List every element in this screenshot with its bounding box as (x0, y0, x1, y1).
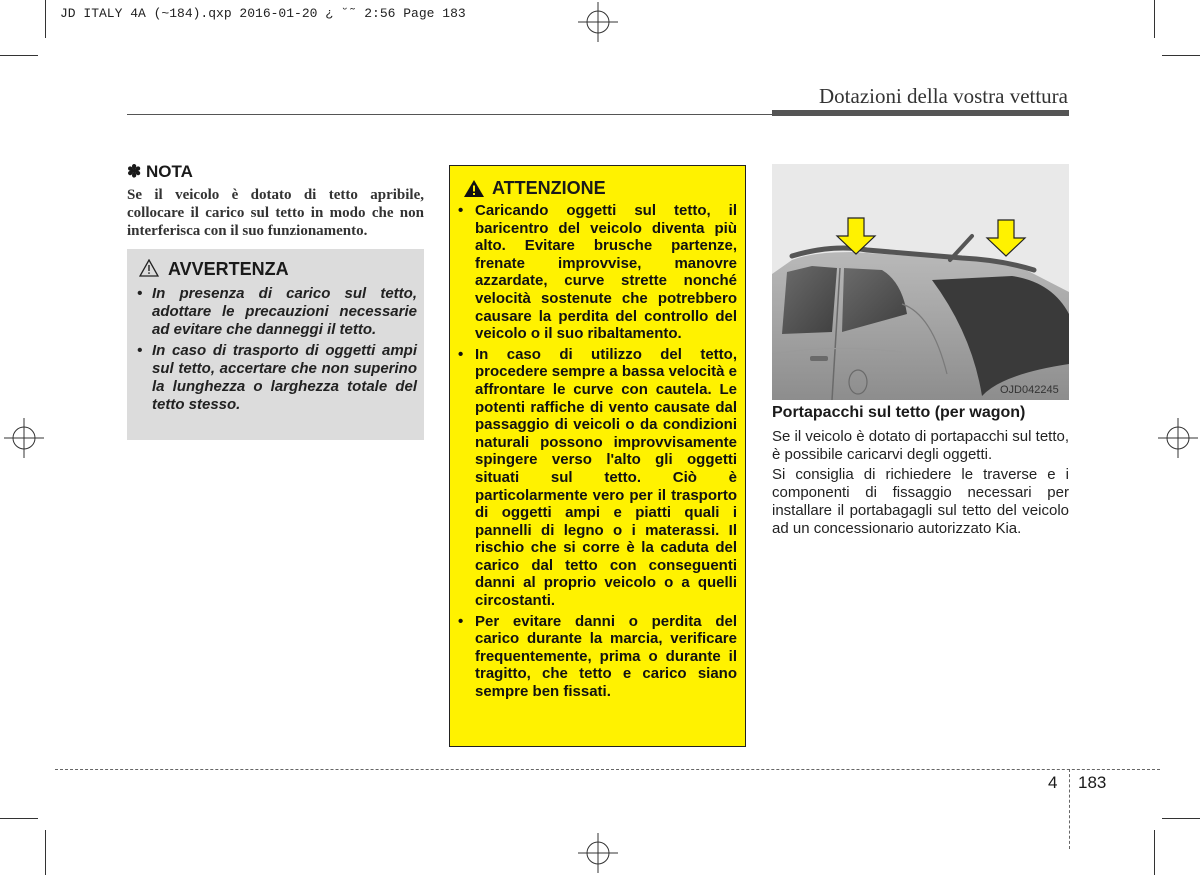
avvertenza-item-text: In caso di trasporto di oggetti ampi sul tetto, accertare che non superino la lunghezza o larghezza totale del tetto stesso. (152, 342, 417, 413)
bullet-icon: • (458, 612, 464, 630)
bullet-icon: • (137, 285, 143, 302)
attenzione-item-text: Caricando oggetti sul tetto, il baricentro del veicolo diventa più alto. Evitare brusche partenze, frenate improvvise, manovre azzardate, curve strette nonché velocità sostenute che potrebbero causare la perdita del controllo del veicolo o il suo ribaltamento. (475, 202, 737, 343)
paragraph: Si consiglia di richiedere le traverse e i componenti di fissaggio necessari per installare il portabagagli sul tetto del veicolo ad un concessionario autorizzato Kia. (772, 466, 1069, 537)
crop-mark (45, 830, 46, 875)
bullet-icon: • (137, 342, 143, 359)
bullet-icon: • (458, 202, 464, 219)
paragraph: Se il veicolo è dotato di portapacchi sul tetto, è possibile caricarvi degli oggetti. (772, 428, 1069, 463)
section-header-title: Dotazioni della vostra vettura (819, 84, 1068, 108)
chapter-number: 4 (1048, 773, 1058, 792)
attenzione-item-text: Per evitare danni o perdita del carico durante la marcia, verificare frequentemente, prima o durante il tragitto, che tetto e carico siano sempre ben fissati. (475, 612, 737, 701)
section-title: Portapacchi sul tetto (per wagon) (772, 404, 1026, 421)
warning-filled-icon (463, 179, 485, 198)
asterisk-icon: ✽ (127, 162, 142, 181)
crop-mark (1162, 818, 1200, 819)
list-item (458, 346, 737, 610)
list-item (137, 342, 417, 414)
roof-rack-figure (772, 164, 1069, 400)
list-item (458, 202, 737, 343)
attenzione-list (458, 202, 737, 704)
avvertenza-item-text: In presenza di carico sul tetto, adottare le precauzioni necessarie ad evitare che danneggi il tetto. (152, 285, 417, 338)
list-item (458, 613, 737, 701)
crop-mark (0, 818, 38, 819)
footer-divider (1069, 769, 1070, 849)
warning-outline-icon (139, 259, 159, 277)
crop-mark (1154, 0, 1155, 38)
header-rule (127, 114, 772, 115)
bullet-icon: • (458, 345, 464, 363)
list-item (137, 285, 417, 339)
figure-code: OJD042245 (1000, 384, 1059, 396)
crop-mark (1154, 830, 1155, 875)
print-slug: JD ITALY 4A (~184).qxp 2016-01-20 ¿ ˘˜ 2:56 Page 183 (60, 6, 466, 21)
registration-mark-icon (4, 418, 44, 458)
nota-title: NOTA (145, 162, 193, 181)
registration-mark-icon (578, 833, 618, 873)
avvertenza-list (137, 285, 417, 417)
footer-rule (55, 769, 1160, 770)
crop-mark (45, 0, 46, 38)
page-number: 183 (1078, 773, 1107, 792)
car-roof-illustration (772, 164, 1069, 400)
crop-mark (0, 55, 38, 56)
registration-mark-icon (1158, 418, 1198, 458)
attenzione-title: ATTENZIONE (492, 178, 606, 198)
attenzione-item-text: In caso di utilizzo del tetto, procedere sempre a bassa velocità e affrontare le curve con cautela. Le potenti raffiche di vento causate dal passaggio di veicoli o da condizioni naturali possono improvvisamente spingere verso l'alto gli oggetti situati sul tetto. Ciò è particolarmente vero per il trasporto di oggetti ampi e piatti quali i pannelli di legno o i materassi. Il rischio che si corre è la caduta del carico dal tetto con conseguenti danni al proprio veicolo o a quelli circostanti. (475, 345, 737, 610)
header-rule-accent (772, 110, 1069, 116)
registration-mark-icon (578, 2, 618, 42)
crop-mark (1162, 55, 1200, 56)
avvertenza-title: AVVERTENZA (168, 259, 289, 279)
nota-text: Se il veicolo è dotato di tetto apribile, collocare il carico sul tetto in modo che non interferisca con il suo funzionamento. (127, 187, 424, 239)
nota-heading (127, 162, 193, 182)
